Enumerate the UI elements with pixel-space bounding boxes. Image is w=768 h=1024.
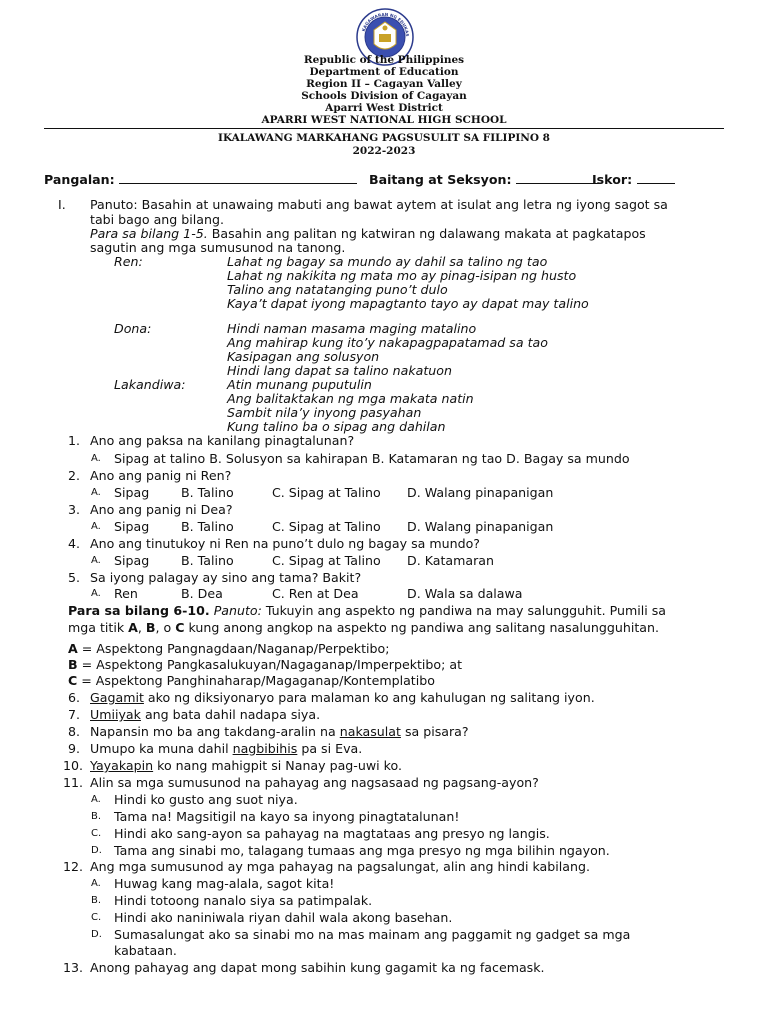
- q12-option-a-label: A.: [91, 878, 101, 889]
- instruction-line-2: tabi bago ang bilang.: [90, 212, 224, 227]
- q12-option-c: Hindi ako naniniwala riyan dahil wala akong basehan.: [114, 910, 453, 925]
- q12-option-a: Huwag kang mag-alala, sagot kita!: [114, 876, 335, 891]
- aspect-key-b-text: = Aspektong Pangkasalukuyan/Nagaganap/Imperpektibo; at: [77, 657, 463, 672]
- q6-number: 6.: [68, 690, 81, 705]
- q3-choice-d: D. Walang pinapanigan: [407, 519, 554, 534]
- q10-post: ko nang mahigpit si Nanay pag-uwi ko.: [153, 758, 402, 773]
- q9-underlined-verb: nagbibihis: [232, 741, 298, 756]
- dona-line-4: Hindi lang dapat sa talino nakatuon: [227, 363, 452, 378]
- exam-title: IKALAWANG MARKAHANG PAGSUSULIT SA FILIPINO 8: [218, 132, 550, 144]
- speaker-lakandiwa: Lakandiwa:: [114, 377, 186, 392]
- instruction-line-1: Panuto: Basahin at unawaing mabuti ang bawat aytem at isulat ang letra ng iyong sagot sa: [90, 197, 668, 212]
- speaker-ren: Ren:: [114, 254, 143, 269]
- q3-choice-label: A.: [91, 521, 101, 532]
- school-year: 2022-2023: [352, 145, 416, 157]
- aspect-key-b: [68, 657, 462, 672]
- passage-range: Para sa bilang 1-5.: [90, 226, 208, 241]
- section2-text-a: mga titik: [68, 620, 129, 635]
- q3-choice-a: Sipag: [114, 519, 150, 534]
- lakan-line-4: Kung talino ba o sipag ang dahilan: [227, 419, 446, 434]
- score-field-row: [592, 171, 675, 187]
- q11-option-b-label: B.: [91, 811, 102, 822]
- q12-option-d: Sumasalungat ako sa sinabi mo na mas mainam ang paggamit ng gadget sa mga: [114, 927, 631, 942]
- score-label: Iskor:: [592, 172, 633, 187]
- passage-intro-line-1: [90, 226, 646, 241]
- school-name: APARRI WEST NATIONAL HIGH SCHOOL: [261, 114, 507, 126]
- q10-text: [90, 758, 402, 773]
- q5-choice-label: A.: [91, 588, 101, 599]
- q10-underlined-verb: Yayakapin: [90, 758, 154, 773]
- letter-c: C: [175, 620, 185, 635]
- q1-number: 1.: [68, 433, 81, 448]
- q5-choice-b: B. Dea: [181, 586, 223, 601]
- q6-text: [90, 690, 595, 705]
- aspect-key-c: [68, 673, 435, 688]
- q1-choice-label: A.: [91, 453, 101, 464]
- section2-instruction-text: Tukuyin ang aspekto ng pandiwa na may salungguhit. Pumili sa: [261, 603, 666, 618]
- header-line-3: Region II – Cagayan Valley: [306, 78, 462, 90]
- q11-option-d-label: D.: [91, 845, 102, 856]
- section2-range: Para sa bilang 6-10.: [68, 603, 210, 618]
- separator-1: ,: [137, 620, 146, 635]
- q5-choice-d: D. Wala sa dalawa: [407, 586, 523, 601]
- passage-intro-text: Basahin ang palitan ng katwiran ng dalawang makata at pagkatapos: [207, 226, 646, 241]
- q2-choice-c: C. Sipag at Talino: [272, 485, 381, 500]
- q11-text: Alin sa mga sumusunod na pahayag ang nagsasaad ng pagsang-ayon?: [90, 775, 539, 790]
- q2-choice-label: A.: [91, 487, 101, 498]
- aspect-key-a: [68, 641, 389, 656]
- q9-number: 9.: [68, 741, 81, 756]
- q11-option-b: Tama na! Magsitigil na kayo sa inyong pinagtatalunan!: [114, 809, 460, 824]
- aspect-key-c-letter: C: [68, 673, 78, 688]
- q11-option-d: Tama ang sinabi mo, talagang tumaas ang mga presyo ng mga bilihin ngayon.: [114, 843, 610, 858]
- section2-panuto: Panuto:: [213, 603, 262, 618]
- q12-option-d-label: D.: [91, 929, 102, 940]
- seal-text: KAGAWARAN NG EDUKAS: [360, 11, 411, 37]
- aspect-key-b-letter: B: [68, 657, 78, 672]
- q6-post: ako ng diksiyonaryo para malaman ko ang kahulugan ng salitang iyon.: [143, 690, 595, 705]
- grade-section-blank[interactable]: [516, 171, 600, 184]
- q4-text: Ano ang tinutukoy ni Ren na puno’t dulo ng bagay sa mundo?: [90, 536, 480, 551]
- q2-number: 2.: [68, 468, 81, 483]
- q7-underlined-verb: Umiiyak: [90, 707, 141, 722]
- grade-section-label: Baitang at Seksyon:: [369, 172, 512, 187]
- name-label: Pangalan:: [44, 172, 115, 187]
- header-line-4: Schools Division of Cagayan: [301, 90, 467, 102]
- header-line-2: Department of Education: [309, 66, 459, 78]
- letter-a: A: [128, 620, 138, 635]
- q5-choice-a: Ren: [114, 586, 138, 601]
- section2-text-b: kung anong angkop na aspekto ng pandiwa ang salitang nasalungguhitan.: [184, 620, 659, 635]
- q8-post: sa pisara?: [400, 724, 469, 739]
- header-line-1: Republic of the Philippines: [303, 54, 465, 66]
- header-line-5: Aparri West District: [325, 102, 443, 114]
- q4-number: 4.: [68, 536, 81, 551]
- q8-number: 8.: [68, 724, 81, 739]
- q12-text: Ang mga sumusunod ay mga pahayag na pagsalungat, alin ang hindi kabilang.: [90, 859, 590, 874]
- q12-number: 12.: [63, 859, 84, 874]
- speaker-dona: Dona:: [114, 321, 152, 336]
- ren-line-3: Talino ang natatanging puno’t dulo: [227, 282, 448, 297]
- q12-option-c-label: C.: [91, 912, 102, 923]
- separator-2: , o: [155, 620, 176, 635]
- q1-choices: Sipag at talino B. Solusyon sa kahirapan B. Katamaran ng tao D. Bagay sa mundo: [114, 451, 630, 466]
- name-blank[interactable]: [119, 171, 357, 184]
- q4-choice-a: Sipag: [114, 553, 150, 568]
- q2-choice-d: D. Walang pinapanigan: [407, 485, 554, 500]
- q7-post: ang bata dahil nadapa siya.: [140, 707, 321, 722]
- lakan-line-2: Ang balitaktakan ng mga makata natin: [227, 391, 474, 406]
- name-field-row: [44, 171, 357, 187]
- q4-choice-label: A.: [91, 555, 101, 566]
- dona-line-3: Kasipagan ang solusyon: [227, 349, 380, 364]
- q5-text: Sa iyong palagay ay sino ang tama? Bakit?: [90, 570, 362, 585]
- q11-option-c-label: C.: [91, 828, 102, 839]
- passage-intro-line-2: sagutin ang mga sumusunod na tanong.: [90, 240, 346, 255]
- q7-text: [90, 707, 320, 722]
- lakan-line-1: Atin munang puputulin: [227, 377, 372, 392]
- section-numeral: I.: [58, 197, 66, 212]
- q8-text: [90, 724, 469, 739]
- q13-number: 13.: [63, 960, 84, 975]
- q2-choice-a: Sipag: [114, 485, 150, 500]
- ren-line-4: Kaya’t dapat iyong mapagtanto tayo ay dapat may talino: [227, 296, 589, 311]
- ren-line-1: Lahat ng bagay sa mundo ay dahil sa talino ng tao: [227, 254, 548, 269]
- dona-line-2: Ang mahirap kung ito’y nakapagpapatamad sa tao: [227, 335, 548, 350]
- q3-text: Ano ang panig ni Dea?: [90, 502, 233, 517]
- q12-option-b-label: B.: [91, 895, 102, 906]
- q8-pre: Napansin mo ba ang takdang-aralin na: [90, 724, 340, 739]
- q11-option-a: Hindi ko gusto ang suot niya.: [114, 792, 298, 807]
- header-divider: [44, 128, 724, 129]
- q5-number: 5.: [68, 570, 81, 585]
- q11-option-c: Hindi ako sang-ayon sa pahayag na magtataas ang presyo ng langis.: [114, 826, 550, 841]
- q9-pre: Umupo ka muna dahil: [90, 741, 233, 756]
- lakan-line-3: Sambit nila’y inyong pasyahan: [227, 405, 422, 420]
- q4-choice-c: C. Sipag at Talino: [272, 553, 381, 568]
- q12-option-b: Hindi totoong nanalo siya sa patimpalak.: [114, 893, 373, 908]
- ren-line-2: Lahat ng nakikita ng mata mo ay pinag-isipan ng husto: [227, 268, 577, 283]
- q3-choice-b: B. Talino: [181, 519, 234, 534]
- section2-instruction-line-1: [68, 603, 666, 618]
- q2-text: Ano ang panig ni Ren?: [90, 468, 232, 483]
- q13-text: Anong pahayag ang dapat mong sabihin kung gagamit ka ng facemask.: [90, 960, 545, 975]
- aspect-key-a-letter: A: [68, 641, 78, 656]
- q2-choice-b: B. Talino: [181, 485, 234, 500]
- section2-instruction-line-2: [68, 620, 659, 635]
- q10-number: 10.: [63, 758, 84, 773]
- q11-option-a-label: A.: [91, 794, 101, 805]
- q7-number: 7.: [68, 707, 81, 722]
- score-blank[interactable]: [637, 171, 675, 184]
- q4-choice-b: B. Talino: [181, 553, 234, 568]
- aspect-key-a-text: = Aspektong Pangnagdaan/Naganap/Perpektibo;: [77, 641, 390, 656]
- q3-choice-c: C. Sipag at Talino: [272, 519, 381, 534]
- q1-text: Ano ang paksa na kanilang pinagtalunan?: [90, 433, 355, 448]
- q9-post: pa si Eva.: [297, 741, 363, 756]
- q12-option-d-continued: kabataan.: [114, 943, 177, 958]
- q3-number: 3.: [68, 502, 81, 517]
- grade-field-row: [369, 171, 600, 187]
- q5-choice-c: C. Ren at Dea: [272, 586, 359, 601]
- aspect-key-c-text: = Aspektong Panghinaharap/Magaganap/Kontemplatibo: [77, 673, 435, 688]
- letter-b: B: [145, 620, 156, 635]
- q9-text: [90, 741, 362, 756]
- dona-line-1: Hindi naman masama maging matalino: [227, 321, 477, 336]
- q6-underlined-verb: Gagamit: [90, 690, 144, 705]
- q4-choice-d: D. Katamaran: [407, 553, 494, 568]
- q8-underlined-verb: nakasulat: [339, 724, 401, 739]
- q11-number: 11.: [63, 775, 84, 790]
